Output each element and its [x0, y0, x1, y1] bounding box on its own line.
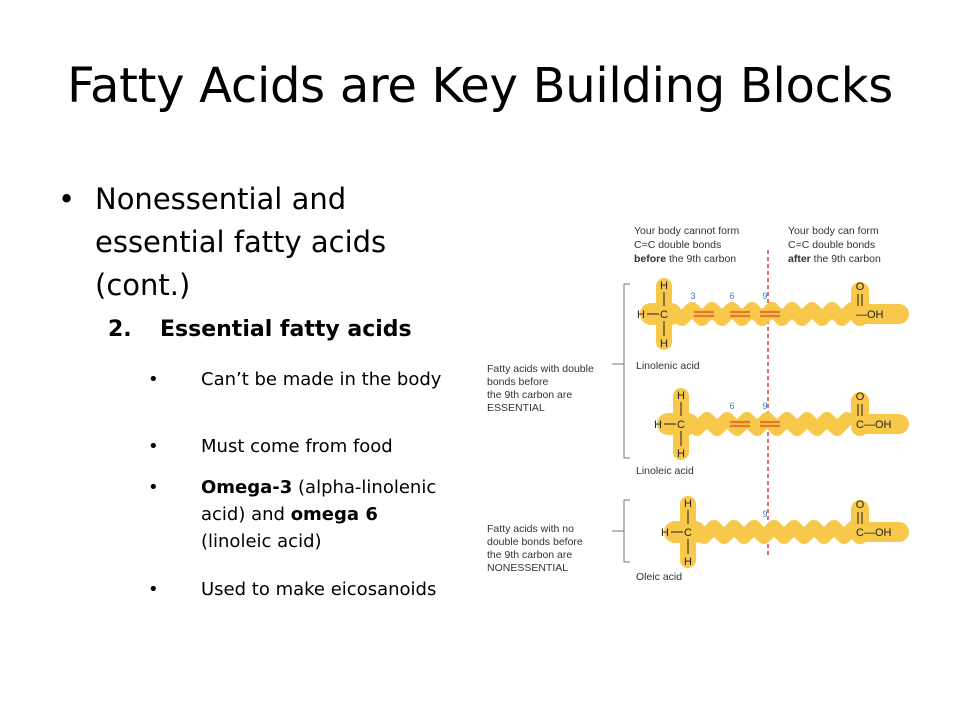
atom-h-top: H	[677, 390, 685, 402]
bullet-dot: •	[148, 579, 159, 600]
svg-text:the 9th carbon are: the 9th carbon are	[487, 389, 573, 401]
svg-text:before the 9th carbon: before the 9th carbon	[634, 253, 737, 265]
atom-c: C	[677, 419, 685, 431]
bullet-dot: •	[148, 477, 159, 498]
atom-h-left: H	[637, 309, 645, 321]
atom-h-left: H	[654, 419, 662, 431]
point-text: Must come from food	[201, 436, 393, 457]
omega-6-label: omega 6	[290, 504, 378, 525]
omega-3-label: Omega-3	[201, 477, 293, 498]
molecule-oleic-acid	[661, 496, 909, 568]
carbon-position-marker: 6	[729, 401, 735, 411]
carbon-position-marker: 3	[690, 291, 696, 301]
essential-bracket	[624, 284, 630, 458]
bullet-text: Nonessential and essential fatty acids (cont.)	[95, 182, 387, 302]
omega-6-text: (linoleic acid)	[201, 531, 322, 552]
atom-h-bottom: H	[684, 556, 692, 568]
atom-h-top: H	[684, 498, 692, 510]
atom-h-bottom: H	[660, 338, 668, 350]
essential-note	[487, 363, 594, 414]
carbon-chain	[697, 419, 847, 429]
svg-text:Your body can form: Your body can form	[788, 225, 879, 237]
svg-text:C=C double bonds: C=C double bonds	[788, 239, 876, 251]
carbon-chain	[682, 309, 852, 319]
header-right	[788, 225, 881, 265]
carboxyl-end: C—OH	[856, 527, 892, 539]
molecule-linolenic-acid	[637, 278, 909, 350]
carbon-position-marker: 9	[762, 401, 768, 411]
nonessential-note	[487, 523, 583, 574]
atom-o: O	[855, 499, 865, 511]
acid-name-oleic: Oleic acid	[636, 571, 683, 583]
svg-text:Fatty acids with double: Fatty acids with double	[487, 363, 594, 375]
carbon-position-marker: 9	[762, 509, 768, 519]
atom-c: C	[684, 527, 692, 539]
bullet-dot: •	[148, 436, 159, 457]
molecules	[637, 278, 909, 568]
carbon-chain	[704, 527, 854, 537]
header-left	[634, 225, 740, 265]
svg-text:double bonds before: double bonds before	[487, 536, 583, 548]
carboxyl-end: —OH	[856, 309, 884, 321]
carbon-position-marker: 9	[762, 291, 768, 301]
atom-o: O	[855, 281, 865, 293]
molecule-linoleic-acid	[654, 388, 909, 460]
svg-text:the 9th carbon are: the 9th carbon are	[487, 549, 573, 561]
atom-h-top: H	[660, 280, 668, 292]
slide-title: Fatty Acids are Key Building Blocks	[67, 58, 893, 114]
svg-text:Your body cannot form: Your body cannot form	[634, 225, 740, 237]
carboxyl-end: C—OH	[856, 419, 892, 431]
svg-text:Fatty acids with no: Fatty acids with no	[487, 523, 574, 535]
acid-name-linoleic: Linoleic acid	[636, 465, 694, 477]
atom-h-left: H	[661, 527, 669, 539]
fatty-acid-diagram	[484, 216, 934, 596]
bullet-dot: •	[148, 369, 159, 390]
carbon-position-marker: 6	[729, 291, 735, 301]
bullet-dot: •	[58, 182, 76, 216]
item-heading: Essential fatty acids	[160, 317, 412, 342]
svg-text:after the 9th carbon: after the 9th carbon	[788, 253, 881, 265]
point-text: Can’t be made in the body	[201, 369, 442, 390]
svg-text:C=C double bonds: C=C double bonds	[634, 239, 722, 251]
item-number: 2.	[108, 317, 132, 342]
svg-text:ESSENTIAL: ESSENTIAL	[487, 402, 545, 414]
acid-name-linolenic: Linolenic acid	[636, 360, 700, 372]
fatty-acid-figure	[484, 216, 934, 596]
atom-h-bottom: H	[677, 448, 685, 460]
svg-text:bonds before: bonds before	[487, 376, 549, 388]
atom-o: O	[855, 391, 865, 403]
atom-c: C	[660, 309, 668, 321]
nonessential-bracket	[624, 500, 630, 562]
point-text: Used to make eicosanoids	[201, 579, 437, 600]
svg-text:NONESSENTIAL: NONESSENTIAL	[487, 562, 569, 574]
omega-3-text: (alpha-linolenic acid) and	[201, 477, 437, 525]
